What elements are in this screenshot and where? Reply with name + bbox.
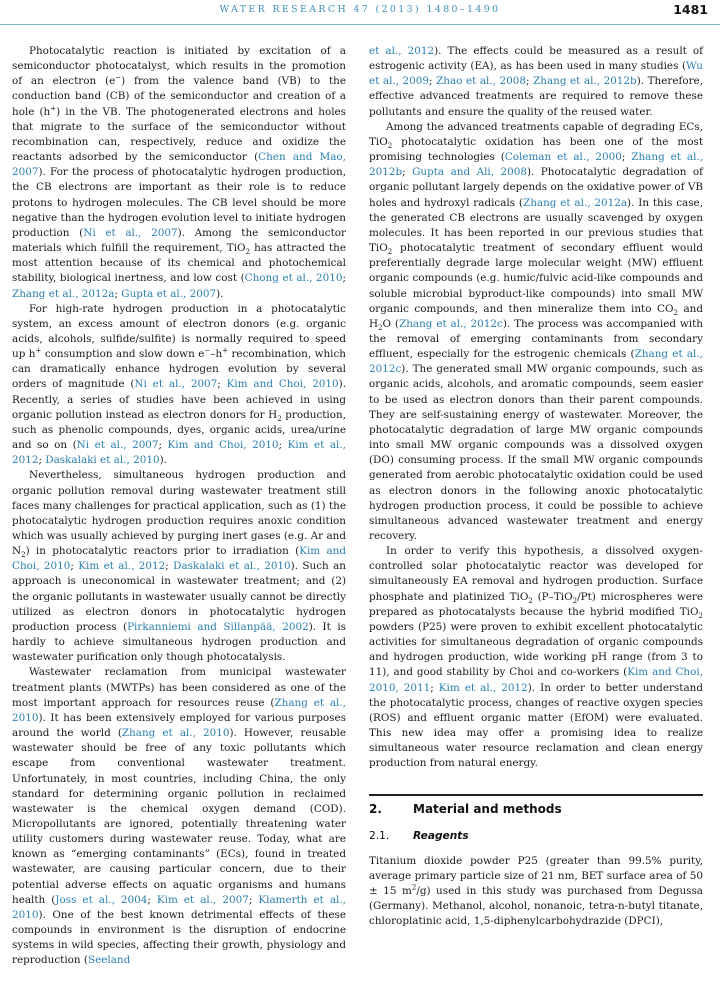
citation-link[interactable]: Kim et al., 2012: [12, 439, 346, 467]
citation-link[interactable]: Gupta and Ali, 2008: [412, 166, 527, 179]
citation-link[interactable]: Zhang et al., 2012c: [369, 348, 703, 376]
section-heading: [369, 802, 703, 816]
paragraph-challenges: Nevertheless, simultaneous hydrogen production and organic pollution removal during wastewater treatment still faces many challenges for practical application, such as (1) the photocatalytic hydrogen production requires anoxic condition which was usually achieved by purging inert gases (e.g. Ar and $N_2$) in photocatalytic reactors prior to irradiation (Kim and Choi, 2010; Kim et al., 2012; Daskalaki et al., 2010). Such an approach is uneconomical in wastewater treatment; and (2) the organic pollutants in wastewater usually cannot be directly utilized as electron donors in photocatalytic hydrogen production process (Pirkanniemi and Sillanpää, 2002). It is hardly to achieve simultaneous hydrogen production and wastewater purification only though photocatalysis.: [12, 469, 346, 664]
citation-link[interactable]: Chong et al., 2010: [244, 272, 343, 285]
citation-link[interactable]: Ni et al., 2007: [134, 378, 218, 391]
subsection-title: Reagents: [413, 829, 469, 842]
citation-link[interactable]: Zhang et al., 2012b: [369, 151, 704, 179]
citation-link[interactable]: Coleman et al., 2000: [504, 151, 622, 164]
left-column: [12, 44, 346, 969]
section-divider: [369, 794, 703, 796]
citation-link[interactable]: Chen and Mao, 2007: [12, 151, 346, 179]
citation-link[interactable]: Joss et al., 2004: [55, 893, 148, 906]
citation-link[interactable]: et al., 2012: [369, 45, 435, 57]
citation-link[interactable]: Zhang et al., 2010: [12, 696, 346, 724]
citation-link[interactable]: Zhang et al., 2012a: [12, 287, 115, 300]
citation-link[interactable]: Ni et al., 2007: [83, 226, 178, 239]
citation-link[interactable]: Kim and Choi, 2010, 2011: [369, 666, 704, 694]
citation-link[interactable]: Kim and Choi, 2010: [226, 378, 339, 391]
subsection-heading: [369, 830, 703, 842]
citation-link[interactable]: Kim et al., 2012: [438, 681, 528, 694]
page-number: 1481: [673, 2, 708, 17]
running-head: WATER RESEARCH 47 (2013) 1480–1490: [219, 4, 501, 15]
citation-link[interactable]: Seeland: [87, 954, 131, 967]
citation-link[interactable]: Zhang et al., 2010: [121, 727, 230, 740]
citation-link[interactable]: Klamerth et al., 2010: [12, 893, 346, 921]
citation-link[interactable]: Daskalaki et al., 2010: [45, 454, 160, 467]
citation-link[interactable]: Zhang et al., 2012a: [522, 196, 628, 209]
citation-link[interactable]: Pirkanniemi and Sillanpää, 2002: [127, 620, 309, 633]
paragraph-advanced-treatments: Among the advanced treatments capable of degrading ECs, TiO$_2$ photocatalytic oxidation has been one of the most promising technologies (Coleman et al., 2000; Zhang et al., 2012b; Gupta and Ali, 2008). Photocatalytic degradation of organic pollutant largely depends on the oxidative power of VB holes and hydroxyl radicals (Zhang et al., 2012a). In this case, the generated CB electrons are usually scavenged by oxygen molecules. It has been reported in our previous studies that TiO$_2$ photocatalytic treatment of secondary effluent would preferentially degrade large molecular weight (MW) effluent organic compounds (e.g. humic/fulvic acid-like compounds and soluble microbial byproduct-like compounds) into small MW organic compounds, and then mineralize them into $CO_2$ and $H_2O$ (Zhang et al., 2012c). The process was accompanied with the removal of emerging contaminants from secondary effluent, especially for the estrogenic chemicals (Zhang et al., 2012c). The generated small MW organic compounds, such as organic acids, alcohols, and aromatic compounds, seem easier to be used as electron donors than their parent compounds. They are self-sustaining energy of wastewater. Moreover, the photocatalytic degradation of large MW organic compounds into small MW organic compounds was a dissolved oxygen (DO) consuming process. If the small MW organic compounds generated from aerobic photocatalytic oxidation could be used as electron donors in the following anoxic photocatalytic hydrogen production process, it could be possible to achieve simultaneous advanced wastewater treatment and energy recovery.: [369, 120, 704, 542]
citation-link[interactable]: Ni et al., 2007: [76, 439, 159, 452]
citation-link[interactable]: Zhao et al., 2008: [436, 75, 526, 88]
citation-link[interactable]: Kim and Choi, 2010: [167, 439, 279, 452]
citation-link[interactable]: Gupta et al., 2007: [121, 287, 217, 300]
citation-link[interactable]: Zhang et al., 2012b: [533, 75, 637, 88]
citation-link[interactable]: Kim et al., 2012: [78, 560, 166, 573]
citation-link[interactable]: Kim and Choi, 2010: [12, 545, 346, 573]
right-column: [369, 44, 703, 929]
paragraph-wastewater-reclamation: Wastewater reclamation from municipal wastewater treatment plants (MWTPs) has been considered as one of the most important approach for resources reuse (Zhang et al., 2010). It has been extensively employed for various purposes around the world (Zhang et al., 2010). However, reusable wastewater should be free of any toxic pollutants which escape from conventional wastewater treatment. Unfortunately, in most countries, including China, the only standard for determining organic pollution in reclaimed wastewater is the chemical oxygen demand (COD). Micropollutants are ignored, potentially threatening water utility customers during wastewater reuse. Today, what are known as “emerging contaminants” (ECs), found in treated wastewater, are causing particular concern, due to their potential adverse effects on aquatic organisms and humans health (Joss et al., 2004; Kim et al., 2007; Klamerth et al., 2010). One of the best known detrimental effects of these compounds in environment is the disruption of endocrine systems in wild species, affecting their growth, physiology and reproduction (Seeland: [12, 666, 346, 967]
paragraph-photocatalytic-reaction: Photocatalytic reaction is initiated by excitation of a semiconductor photocatalyst, which results in the promotion of an electron (e−) from the valence band (VB) to the conduction band (CB) of the semiconductor and creation of a hole (h+) in the VB. The photogenerated electrons and holes that migrate to the surface of the semiconductor without recombination can, respectively, reduce and oxidize the reactants adsorbed by the semiconductor (Chen and Mao, 2007). For the process of photocatalytic hydrogen production, the CB electrons are important as their role is to reduce protons to hydrogen molecules. The CB level should be more negative than the hydrogen evolution level to initiate hydrogen production (Ni et al., 2007). Among the semiconductor materials which fulfill the requirement, TiO$_2$ has attracted the most attention because of its chemical and photochemical stability, biological inertness, and low cost (Chong et al., 2010; Zhang et al., 2012a; Gupta et al., 2007).: [12, 45, 347, 300]
section-title: Material and methods: [413, 801, 562, 816]
section-number: 2.: [369, 801, 382, 816]
citation-link[interactable]: Kim et al., 2007: [156, 893, 249, 906]
subsection-number: 2.1.: [369, 829, 390, 842]
citation-link[interactable]: Daskalaki et al., 2010: [173, 560, 291, 573]
page-header: [0, 0, 720, 25]
citation-link[interactable]: Zhang et al., 2012c: [399, 317, 503, 330]
paragraph-reagents: Titanium dioxide powder P25 (greater than 99.5% purity, average primary particle size of 21 nm, BET surface area of 50 ± 15 $m^2/g$) used in this study was purchased from Degussa (Germany). Methanol, alcohol, nonanoic, tetra-n-butyl titanate, chloroplatinic acid, 1,5-diphenylcarbohydrazide (DPCI),: [369, 854, 704, 928]
citation-link[interactable]: Wu et al., 2009: [369, 60, 703, 88]
paragraph-hydrogen-production: For high-rate hydrogen production in a photocatalytic system, an excess amount of electron donors (e.g. organic acids, alcohols, sulfide/sulfite) is normally required to speed up h+ consumption and slow down e−–h+ recombination, which can dramatically enhance hydrogen evolution by several orders of magnitude (Ni et al., 2007; Kim and Choi, 2010). Recently, a series of studies have been achieved in using organic pollution instead as electron donors for $H_2$ production, such as phenolic compounds, dyes, organic acids, urea/urine and so on (Ni et al., 2007; Kim and Choi, 2010; Kim et al., 2012; Daskalaki et al., 2010).: [12, 302, 347, 467]
paragraph-hypothesis: In order to verify this hypothesis, a dissolved oxygen-controlled solar photocatalytic reactor was developed for simultaneously EA removal and hydrogen production. Surface phosphate and platinized TiO$_2$ (P–TiO$_2$/Pt) microspheres were prepared as photocatalysts because the hybrid modified TiO$_2$ powders (P25) were proven to exhibit excellent photocatalytic activities for simultaneous degradation of organic compounds and hydrogen production, wide working pH range (from 3 to 11), and good stability by Choi and co-workers (Kim and Choi, 2010, 2011; Kim et al., 2012). In order to better understand the photocatalytic process, changes of reactive oxygen species (ROS) and effluent organic matter (EfOM) were evaluated. This new idea may offer a promising idea to realize simultaneous water resource reclamation and clean energy production from natural energy.: [369, 545, 704, 770]
paragraph-continued: et al., 2012). The effects could be measured as a result of estrogenic activity (EA), as has been used in many studies (Wu et al., 2009; Zhao et al., 2008; Zhang et al., 2012b). Therefore, effective advanced treatments are required to remove these pollutants and ensure the quality of the reused water.: [369, 45, 704, 118]
